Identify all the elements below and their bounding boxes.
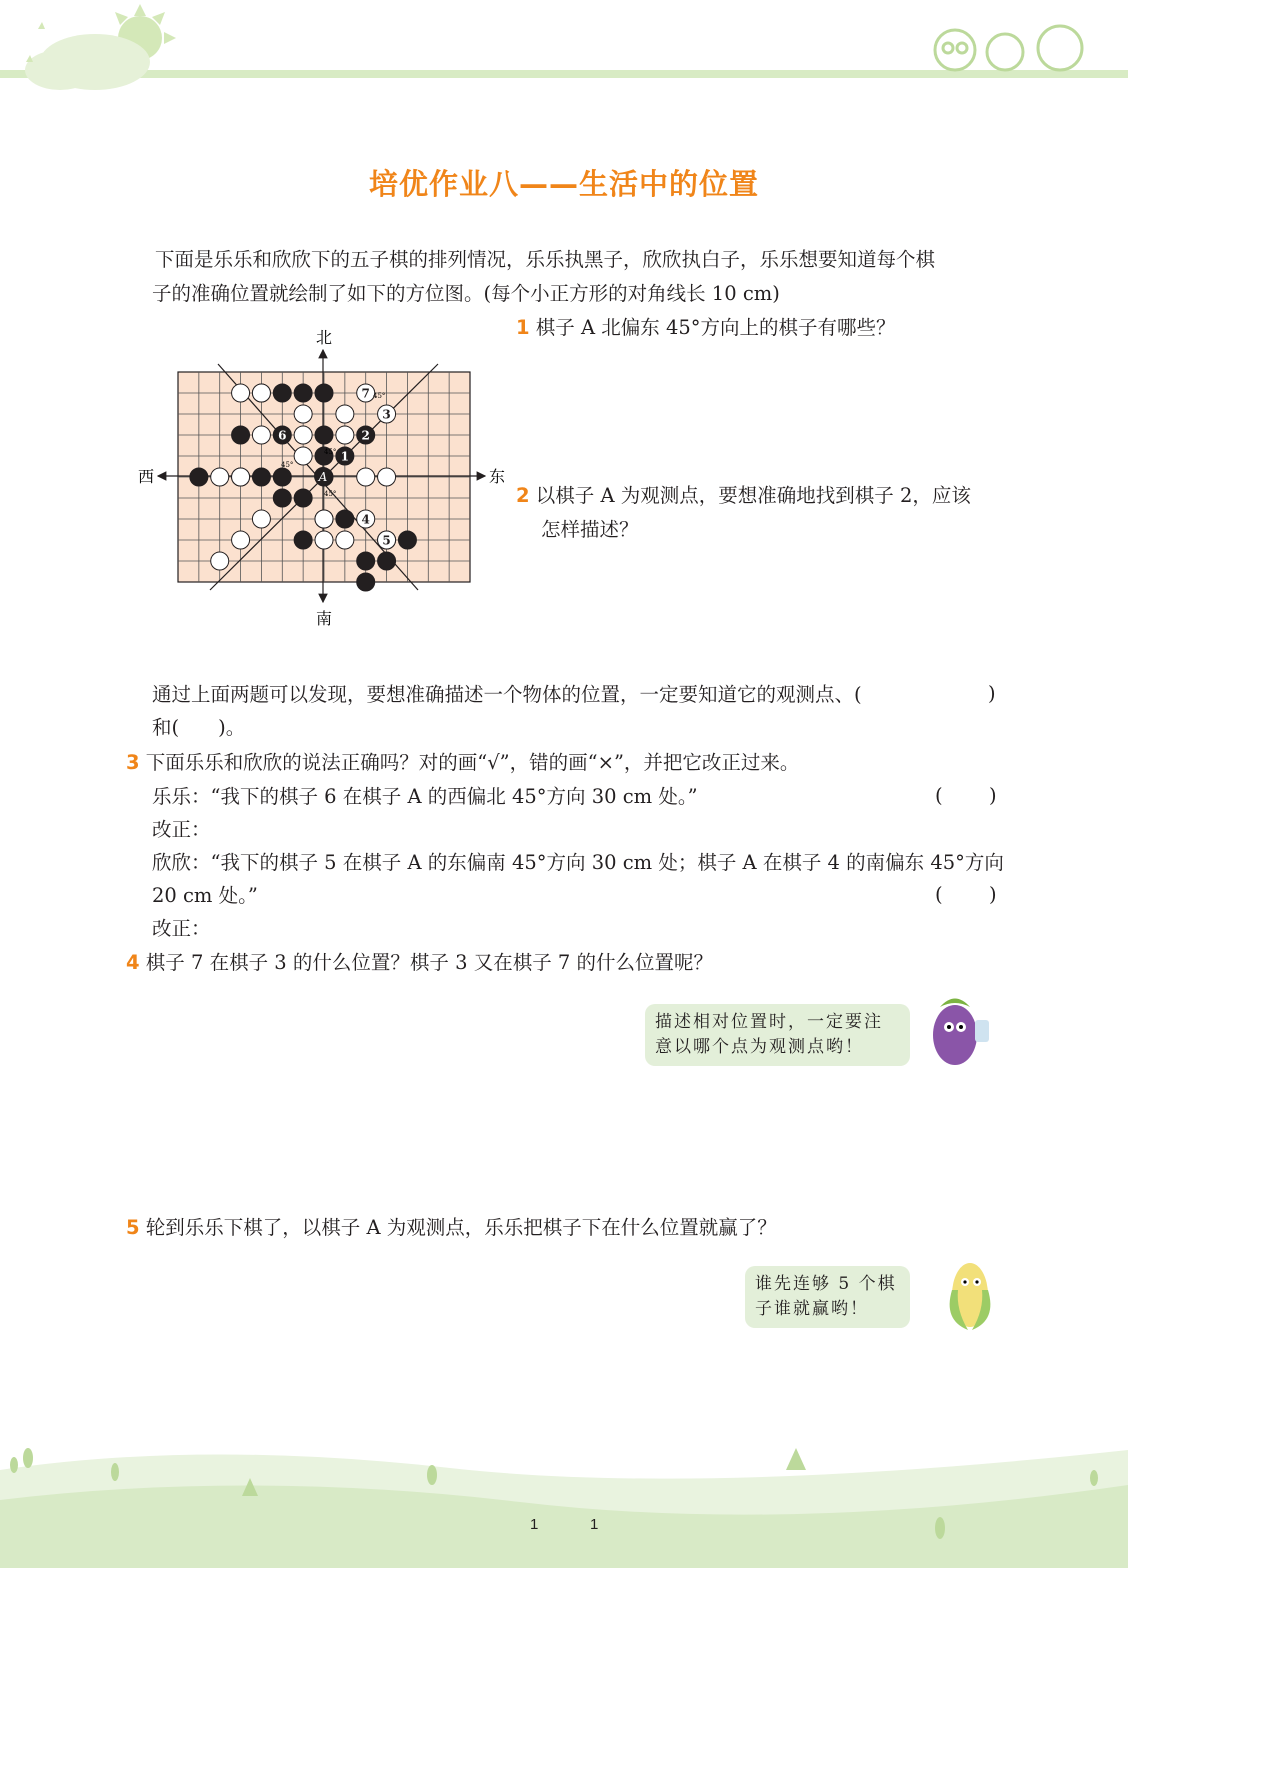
- white-stone: [336, 426, 354, 444]
- question-4: [126, 950, 713, 976]
- question-text: 下面乐乐和欣欣的说法正确吗？对的画“√”，错的画“×”，并把它改正过来。: [145, 751, 800, 774]
- question-2-line-2: 怎样描述？: [541, 518, 639, 541]
- intro-line-1: 下面是乐乐和欣欣下的五子棋的排列情况，乐乐执黑子，欣欣执白子，乐乐想要知道每个棋: [155, 248, 936, 271]
- angle-label-ne: 45°: [373, 392, 386, 400]
- black-stone: [315, 426, 333, 444]
- east-label: 东: [489, 467, 506, 486]
- black-stone: [294, 489, 312, 507]
- tip-line-2: 意以哪个点为观测点哟！: [655, 1037, 864, 1057]
- answer-paren-open: (: [935, 784, 943, 807]
- question-number: 3: [126, 751, 140, 774]
- white-stone: [294, 405, 312, 423]
- footer-landscape-decoration: [0, 1430, 1128, 1568]
- angle-label-north: 45°: [324, 448, 337, 456]
- white-stone: [315, 510, 333, 528]
- stone-number-label: 5: [382, 533, 391, 548]
- correction-label-2: 改正：: [152, 917, 211, 940]
- black-stone: [273, 468, 291, 486]
- page-number-right: 1: [590, 1516, 599, 1533]
- white-stone: [252, 384, 270, 402]
- stone-number-label: 4: [361, 512, 370, 527]
- white-stone: [315, 531, 333, 549]
- question-text-line-1: 以棋子 A 为观测点，要想准确地找到棋子 2，应该: [535, 484, 971, 507]
- black-stone: [232, 426, 250, 444]
- question-text: 棋子 A 北偏东 45°方向上的棋子有哪些？: [535, 316, 896, 339]
- white-stone: [232, 468, 250, 486]
- eggplant-mascot-icon: [905, 985, 1005, 1075]
- black-stone: [190, 468, 208, 486]
- answer-paren-open: (: [935, 883, 943, 906]
- summary-line-2: 和( )。: [152, 716, 246, 739]
- white-stone: [211, 468, 229, 486]
- black-stone: [294, 384, 312, 402]
- tip-line-1: 谁先连够 5 个棋: [755, 1274, 897, 1294]
- west-label: 西: [138, 467, 155, 486]
- white-stone: [378, 468, 396, 486]
- question-3: [126, 750, 799, 776]
- animal-mascots-icon: [935, 26, 1082, 70]
- black-stone: [378, 552, 396, 570]
- black-stone: [315, 384, 333, 402]
- white-stone: [252, 510, 270, 528]
- angle-label-west: 45°: [281, 461, 294, 469]
- white-stone: [336, 405, 354, 423]
- white-stone: [232, 531, 250, 549]
- question-5: [126, 1215, 777, 1241]
- black-stone: [357, 573, 375, 591]
- stone-number-label: 6: [278, 428, 287, 443]
- white-stone: [336, 531, 354, 549]
- black-stone: [273, 489, 291, 507]
- summary-line-1: 通过上面两题可以发现，要想准确描述一个物体的位置，一定要知道它的观测点、(: [152, 683, 862, 706]
- black-stone: [357, 552, 375, 570]
- header-decoration: [0, 0, 1128, 100]
- lele-statement: 乐乐：“我下的棋子 6 在棋子 A 的西偏北 45°方向 30 cm 处。”: [152, 785, 698, 808]
- stone-number-label: 2: [361, 428, 370, 443]
- north-label: 北: [316, 328, 333, 347]
- page-number-left: 1: [530, 1516, 539, 1533]
- black-stone: [273, 384, 291, 402]
- tip-line-2: 子谁就赢哟！: [755, 1299, 869, 1319]
- gomoku-direction-diagram: [130, 322, 510, 632]
- tip-bubble-2: [745, 1266, 910, 1328]
- angle-label-south: 45°: [324, 490, 337, 498]
- black-stone: [294, 531, 312, 549]
- white-stone: [294, 426, 312, 444]
- white-stone: [232, 384, 250, 402]
- correction-label-1: 改正：: [152, 818, 211, 841]
- tip-line-1: 描述相对位置时，一定要注: [655, 1012, 883, 1032]
- stone-a-label: A: [318, 470, 328, 484]
- white-stone: [211, 552, 229, 570]
- stone-number-label: 1: [340, 449, 350, 464]
- south-label: 南: [316, 609, 333, 628]
- question-number: 1: [516, 316, 530, 339]
- black-stone: [252, 468, 270, 486]
- question-text: 棋子 7 在棋子 3 的什么位置？棋子 3 又在棋子 7 的什么位置呢？: [145, 951, 713, 974]
- stone-number-label: 7: [361, 386, 370, 401]
- stone-a: [314, 467, 332, 485]
- question-text: 轮到乐乐下棋了，以棋子 A 为观测点，乐乐把棋子下在什么位置就赢了？: [145, 1216, 777, 1239]
- black-stone: [398, 531, 416, 549]
- tip-bubble-1: [645, 1004, 910, 1066]
- summary-paren-close: ): [988, 682, 996, 705]
- answer-paren-close: ): [989, 784, 997, 807]
- answer-paren-close: ): [989, 883, 997, 906]
- xinxin-statement-line-1: 欣欣：“我下的棋子 5 在棋子 A 的东偏南 45°方向 30 cm 处；棋子 A 在棋子 4 的南偏东 45°方向: [152, 851, 1004, 874]
- question-number: 2: [516, 484, 530, 507]
- white-stone: [294, 447, 312, 465]
- white-stone: [252, 426, 270, 444]
- question-2: [516, 483, 971, 509]
- page-title: 培优作业八——生活中的位置: [368, 167, 759, 201]
- stone-number-label: 3: [382, 407, 391, 422]
- intro-line-2: 子的准确位置就绘制了如下的方位图。(每个小正方形的对角线长 10 cm): [152, 282, 780, 305]
- question-number: 5: [126, 1216, 140, 1239]
- corn-mascot-icon: [928, 1250, 1008, 1340]
- white-stone: [357, 468, 375, 486]
- question-number: 4: [126, 951, 140, 974]
- black-stone: [336, 510, 354, 528]
- header-band: [0, 70, 1128, 78]
- question-1: [516, 315, 896, 341]
- xinxin-statement-line-2: 20 cm 处。”: [152, 884, 258, 907]
